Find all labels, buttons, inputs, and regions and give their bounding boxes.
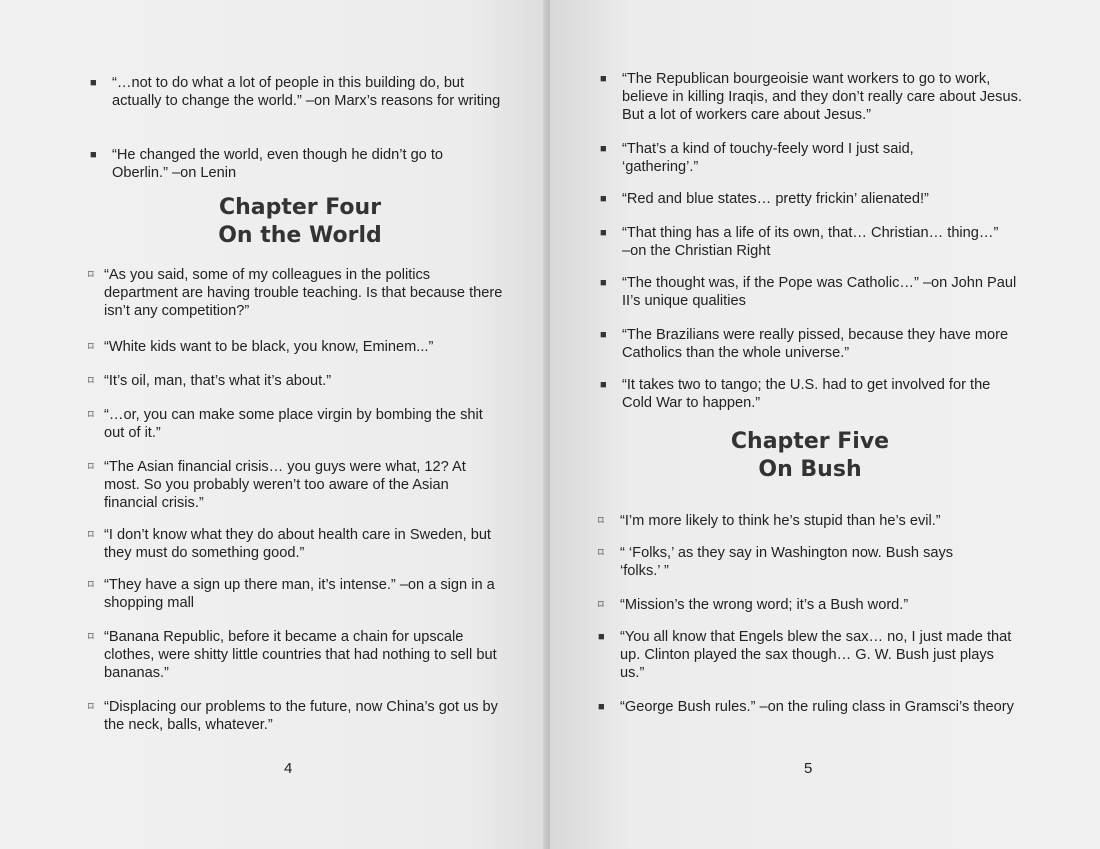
bullet-marker: ■ xyxy=(90,77,97,89)
chapter-subtitle-line: On the World xyxy=(218,223,382,248)
bullet-marker: ■ xyxy=(600,143,607,155)
bullet-marker: ⌑ xyxy=(598,599,604,611)
bullet-marker: ■ xyxy=(90,149,97,161)
quote-item: “He changed the world, even though he didn’t go to Oberlin.” –on Lenin xyxy=(112,147,444,181)
quote-item: “It takes two to tango; the U.S. had to get involved for the Cold War to happen.” xyxy=(622,377,991,411)
quote-item: “…or, you can make some place virgin by bombing the shit out of it.” xyxy=(104,407,483,441)
quote-item: “Banana Republic, before it became a chain for upscale clothes, were shitty little countries that had nothing to sell but bananas.” xyxy=(104,629,497,681)
page-number: 4 xyxy=(284,760,293,777)
quote-item: “White kids want to be black, you know, Eminem...” xyxy=(104,339,434,355)
bullet-marker: ■ xyxy=(600,73,607,85)
quote-item: “I don’t know what they do about health care in Sweden, but they must do something good.” xyxy=(104,527,491,561)
quote-item: “You all know that Engels blew the sax… no, I just made that up. Clinton played the sax though… G. W. Bush just plays us.” xyxy=(620,629,1012,681)
bullet-marker: ■ xyxy=(600,277,607,289)
bullet-marker: ⌑ xyxy=(88,631,94,643)
quote-item: “That thing has a life of its own, that… Christian… thing…” –on the Christian Right xyxy=(622,225,999,259)
quote-item: “That’s a kind of touchy-feely word I just said, ‘gathering’.” xyxy=(622,141,914,175)
quote-item: “The Brazilians were really pissed, because they have more Catholics than the whole universe.” xyxy=(622,327,1009,361)
quote-item: “Red and blue states… pretty frickin’ alienated!” xyxy=(622,191,929,207)
chapter-title-line: Chapter Four xyxy=(218,195,382,220)
bullet-marker: ⌑ xyxy=(598,547,604,559)
bullet-marker: ■ xyxy=(600,227,607,239)
bullet-marker: ⌑ xyxy=(88,461,94,473)
page-number: 5 xyxy=(804,760,813,777)
bullet-marker: ⌑ xyxy=(88,529,94,541)
quote-item: “The thought was, if the Pope was Catholic…” –on John Paul II’s unique qualities xyxy=(622,275,1017,309)
bullet-marker: ⌑ xyxy=(88,579,94,591)
bullet-marker: ■ xyxy=(600,193,607,205)
bullet-marker: ■ xyxy=(598,701,605,713)
quote-item: “…not to do what a lot of people in this building do, but actually to change the world.” –on Marx’s reasons for writing xyxy=(112,75,501,109)
chapter-five-title xyxy=(660,428,960,484)
chapter-four-title xyxy=(150,194,450,250)
bullet-marker: ⌑ xyxy=(88,269,94,281)
bullet-marker: ■ xyxy=(600,379,607,391)
quote-item: “It’s oil, man, that’s what it’s about.” xyxy=(104,373,332,389)
quote-item: “George Bush rules.” –on the ruling class in Gramsci’s theory xyxy=(620,699,1014,715)
chapter-subtitle-line: On Bush xyxy=(758,457,862,482)
quote-item: “I’m more likely to think he’s stupid than he’s evil.” xyxy=(620,513,941,529)
quote-item: “They have a sign up there man, it’s intense.” –on a sign in a shopping mall xyxy=(104,577,495,611)
bullet-marker: ■ xyxy=(598,631,605,643)
quote-item: “Displacing our problems to the future, now China’s got us by the neck, balls, whatever.” xyxy=(104,699,498,733)
right-page xyxy=(550,0,1100,849)
quote-item: “As you said, some of my colleagues in the politics department are having trouble teaching. Is that because there isn’t any competition?” xyxy=(104,267,503,319)
quote-item: “The Republican bourgeoisie want workers to go to work, believe in killing Iraqis, and they don’t really care about Jesus. But a lot of workers care about Jesus.” xyxy=(622,71,1022,123)
bullet-marker: ⌑ xyxy=(88,409,94,421)
quote-item: “ ‘Folks,’ as they say in Washington now. Bush says ‘folks.’ ” xyxy=(620,545,954,579)
quote-item: “The Asian financial crisis… you guys were what, 12? At most. So you probably weren’t too aware of the Asian financial crisis.” xyxy=(104,459,466,511)
bullet-marker: ⌑ xyxy=(88,375,94,387)
bullet-marker: ⌑ xyxy=(598,515,604,527)
quote-item: “Mission’s the wrong word; it’s a Bush word.” xyxy=(620,597,909,613)
bullet-marker: ⌑ xyxy=(88,341,94,353)
bullet-marker: ⌑ xyxy=(88,701,94,713)
bullet-marker: ■ xyxy=(600,329,607,341)
chapter-title-line: Chapter Five xyxy=(730,429,890,454)
